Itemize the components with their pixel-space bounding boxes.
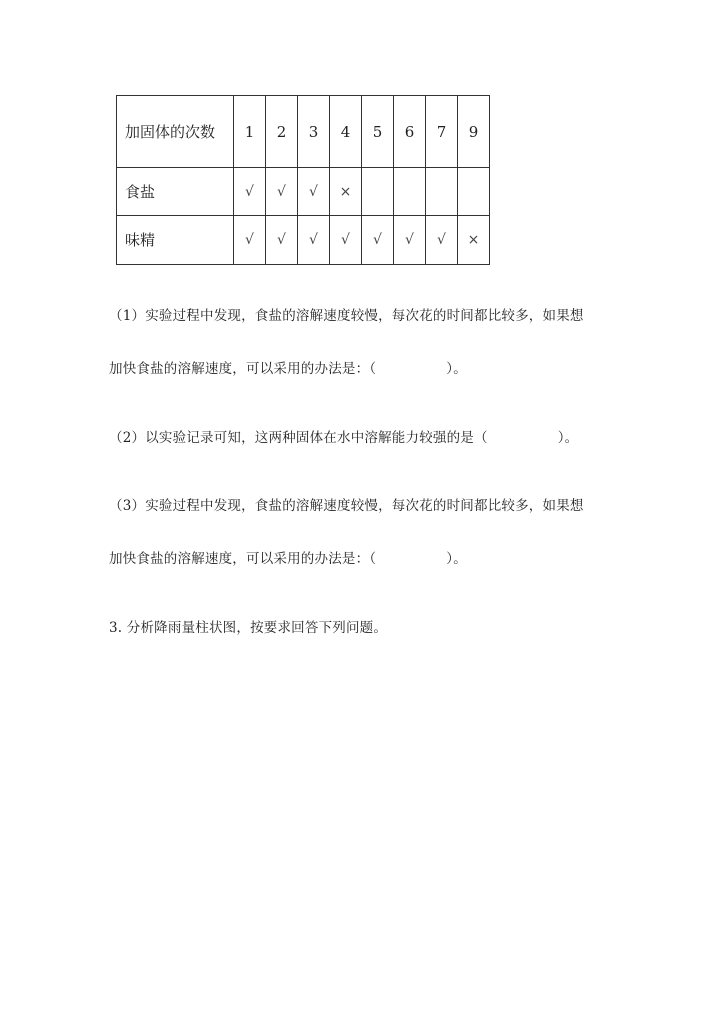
question-3-text: 加快食盐的溶解速度，可以采用的办法是：（ xyxy=(109,551,377,567)
question-2-text: （2）以实验记录可知，这两种固体在水中溶解能力较强的是（ xyxy=(109,430,488,446)
table-cell: √ xyxy=(298,168,330,216)
header-label: 加固体的次数 xyxy=(117,96,234,168)
table-cell: √ xyxy=(298,216,330,265)
table-cell: √ xyxy=(234,216,266,265)
question-2-close: ）。 xyxy=(557,430,579,446)
table-cell: √ xyxy=(362,216,394,265)
row-label: 食盐 xyxy=(117,168,234,216)
experiment-record-table xyxy=(116,95,490,265)
question-3-line-1: （3）实验过程中发现，食盐的溶解速度较慢，每次花的时间都比较多，如果想 xyxy=(109,498,584,514)
column-header: 9 xyxy=(458,96,490,168)
question-1-line-1: （1）实验过程中发现，食盐的溶解速度较慢，每次花的时间都比较多，如果想 xyxy=(109,308,584,324)
table-cell: √ xyxy=(234,168,266,216)
table-cell: √ xyxy=(394,216,426,265)
table-cell xyxy=(362,168,394,216)
table-cell: × xyxy=(458,216,490,265)
question-3-line-2 xyxy=(109,547,467,567)
column-header: 1 xyxy=(234,96,266,168)
column-header: 2 xyxy=(266,96,298,168)
question-1-close: ）。 xyxy=(446,361,467,377)
table-cell: √ xyxy=(266,216,298,265)
table-cell xyxy=(426,168,458,216)
question-3-close: ）。 xyxy=(446,551,467,567)
table-row-msg xyxy=(117,216,490,265)
table-cell: √ xyxy=(266,168,298,216)
section-3-title: 3. 分析降雨量柱状图，按要求回答下列问题。 xyxy=(109,620,388,636)
column-header: 6 xyxy=(394,96,426,168)
column-header: 3 xyxy=(298,96,330,168)
table-cell: √ xyxy=(426,216,458,265)
table-cell xyxy=(458,168,490,216)
table-header-row xyxy=(117,96,490,168)
table-row-salt xyxy=(117,168,490,216)
column-header: 4 xyxy=(330,96,362,168)
row-label: 味精 xyxy=(117,216,234,265)
question-2 xyxy=(109,426,578,446)
column-header: 7 xyxy=(426,96,458,168)
table-cell: × xyxy=(330,168,362,216)
table-cell: √ xyxy=(330,216,362,265)
question-1-line-2 xyxy=(109,357,467,377)
table-cell xyxy=(394,168,426,216)
question-1-text: 加快食盐的溶解速度，可以采用的办法是：（ xyxy=(109,361,377,377)
column-header: 5 xyxy=(362,96,394,168)
